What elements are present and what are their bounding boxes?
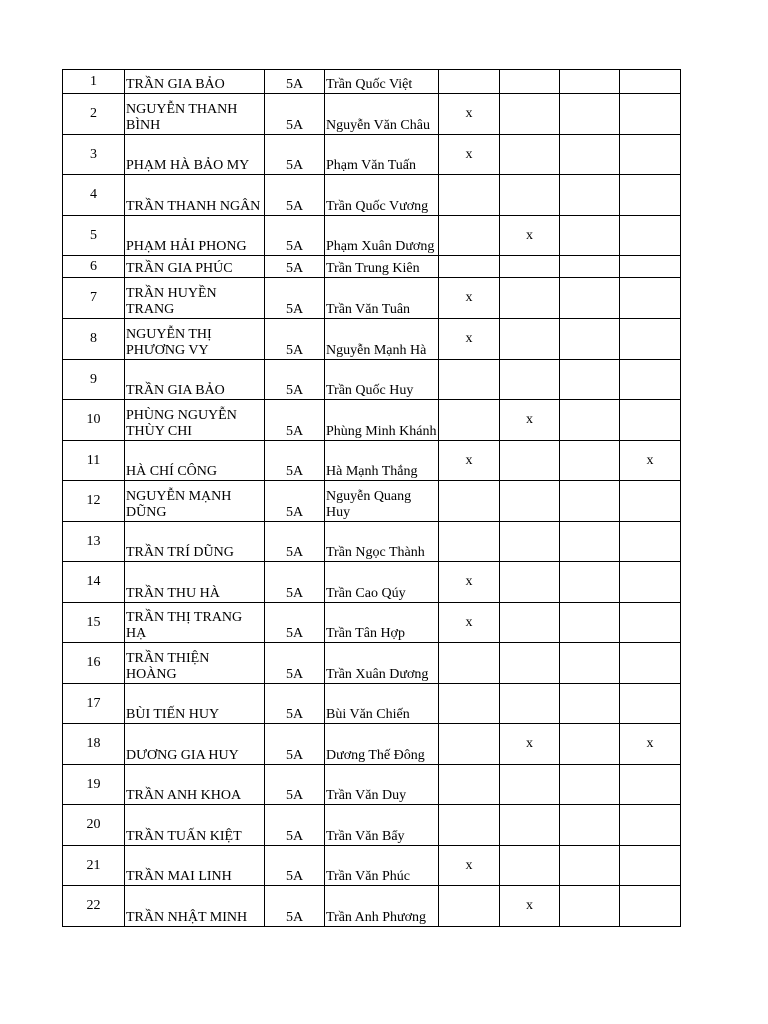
mark-col-4 bbox=[620, 562, 681, 603]
mark-col-1 bbox=[439, 684, 500, 724]
parent-name: Trần Văn Bẩy bbox=[325, 805, 439, 846]
parent-name: Phạm Xuân Dương bbox=[325, 216, 439, 256]
mark-col-4 bbox=[620, 846, 681, 886]
table-row bbox=[63, 256, 681, 278]
mark-col-4 bbox=[620, 360, 681, 400]
student-name: NGUYỄN THỊ PHƯƠNG VY bbox=[125, 319, 265, 360]
mark-col-1: x bbox=[439, 846, 500, 886]
mark-col-4 bbox=[620, 175, 681, 216]
mark-col-2 bbox=[500, 846, 560, 886]
class-cell: 5A bbox=[265, 603, 325, 643]
mark-col-1 bbox=[439, 360, 500, 400]
mark-col-4 bbox=[620, 886, 681, 927]
student-name: TRẦN MAI LINH bbox=[125, 846, 265, 886]
table-row bbox=[63, 684, 681, 724]
table-row bbox=[63, 70, 681, 94]
mark-col-3 bbox=[560, 70, 620, 94]
mark-col-3 bbox=[560, 724, 620, 765]
mark-col-3 bbox=[560, 481, 620, 522]
row-number: 15 bbox=[63, 603, 125, 643]
parent-name: Trần Văn Tuân bbox=[325, 278, 439, 319]
class-cell: 5A bbox=[265, 360, 325, 400]
mark-col-1 bbox=[439, 70, 500, 94]
class-cell: 5A bbox=[265, 805, 325, 846]
parent-name: Dương Thế Đông bbox=[325, 724, 439, 765]
class-cell: 5A bbox=[265, 135, 325, 175]
mark-col-2 bbox=[500, 441, 560, 481]
student-name: TRẦN THỊ TRANG HẠ bbox=[125, 603, 265, 643]
student-name: PHÙNG NGUYỄN THÙY CHI bbox=[125, 400, 265, 441]
mark-col-2 bbox=[500, 684, 560, 724]
student-table bbox=[62, 69, 681, 927]
mark-col-4 bbox=[620, 278, 681, 319]
student-name: BÙI TIẾN HUY bbox=[125, 684, 265, 724]
mark-col-2 bbox=[500, 562, 560, 603]
mark-col-2 bbox=[500, 603, 560, 643]
mark-col-4 bbox=[620, 603, 681, 643]
mark-col-3 bbox=[560, 643, 620, 684]
mark-col-2 bbox=[500, 522, 560, 562]
table-row bbox=[63, 441, 681, 481]
mark-col-2: x bbox=[500, 216, 560, 256]
mark-col-1 bbox=[439, 805, 500, 846]
parent-name: Nguyễn Văn Châu bbox=[325, 94, 439, 135]
mark-col-4 bbox=[620, 94, 681, 135]
row-number: 10 bbox=[63, 400, 125, 441]
mark-col-2 bbox=[500, 70, 560, 94]
mark-col-3 bbox=[560, 256, 620, 278]
table-row bbox=[63, 643, 681, 684]
mark-col-3 bbox=[560, 846, 620, 886]
mark-col-3 bbox=[560, 765, 620, 805]
row-number: 5 bbox=[63, 216, 125, 256]
table-row bbox=[63, 135, 681, 175]
mark-col-3 bbox=[560, 319, 620, 360]
parent-name: Hà Mạnh Thắng bbox=[325, 441, 439, 481]
row-number: 2 bbox=[63, 94, 125, 135]
mark-col-4 bbox=[620, 765, 681, 805]
class-cell: 5A bbox=[265, 216, 325, 256]
parent-name: Trần Ngọc Thành bbox=[325, 522, 439, 562]
mark-col-2 bbox=[500, 278, 560, 319]
mark-col-1 bbox=[439, 400, 500, 441]
class-cell: 5A bbox=[265, 562, 325, 603]
student-name: NGUYỄN THANH BÌNH bbox=[125, 94, 265, 135]
class-cell: 5A bbox=[265, 441, 325, 481]
class-cell: 5A bbox=[265, 70, 325, 94]
mark-col-2: x bbox=[500, 724, 560, 765]
mark-col-4 bbox=[620, 481, 681, 522]
student-name: HÀ CHÍ CÔNG bbox=[125, 441, 265, 481]
parent-name: Trần Quốc Huy bbox=[325, 360, 439, 400]
class-cell: 5A bbox=[265, 256, 325, 278]
row-number: 14 bbox=[63, 562, 125, 603]
class-cell: 5A bbox=[265, 765, 325, 805]
parent-name: Phùng Minh Khánh bbox=[325, 400, 439, 441]
table-row bbox=[63, 805, 681, 846]
row-number: 22 bbox=[63, 886, 125, 927]
mark-col-3 bbox=[560, 886, 620, 927]
mark-col-1 bbox=[439, 216, 500, 256]
mark-col-2 bbox=[500, 256, 560, 278]
class-cell: 5A bbox=[265, 886, 325, 927]
parent-name: Trần Cao Qúy bbox=[325, 562, 439, 603]
mark-col-3 bbox=[560, 603, 620, 643]
mark-col-4 bbox=[620, 319, 681, 360]
mark-col-2 bbox=[500, 319, 560, 360]
table-row bbox=[63, 319, 681, 360]
mark-col-4 bbox=[620, 522, 681, 562]
row-number: 8 bbox=[63, 319, 125, 360]
mark-col-4 bbox=[620, 805, 681, 846]
class-cell: 5A bbox=[265, 94, 325, 135]
mark-col-4 bbox=[620, 643, 681, 684]
student-name: DƯƠNG GIA HUY bbox=[125, 724, 265, 765]
row-number: 21 bbox=[63, 846, 125, 886]
mark-col-4 bbox=[620, 684, 681, 724]
mark-col-4 bbox=[620, 256, 681, 278]
student-name: PHẠM HẢI PHONG bbox=[125, 216, 265, 256]
mark-col-3 bbox=[560, 522, 620, 562]
mark-col-3 bbox=[560, 94, 620, 135]
mark-col-2 bbox=[500, 360, 560, 400]
student-name: TRẦN NHẬT MINH bbox=[125, 886, 265, 927]
parent-name: Trần Quốc Vương bbox=[325, 175, 439, 216]
student-name: TRẦN HUYỀN TRANG bbox=[125, 278, 265, 319]
mark-col-3 bbox=[560, 135, 620, 175]
row-number: 4 bbox=[63, 175, 125, 216]
mark-col-4: x bbox=[620, 441, 681, 481]
mark-col-4 bbox=[620, 135, 681, 175]
mark-col-2 bbox=[500, 805, 560, 846]
row-number: 3 bbox=[63, 135, 125, 175]
student-name: TRẦN THU HÀ bbox=[125, 562, 265, 603]
class-cell: 5A bbox=[265, 684, 325, 724]
row-number: 17 bbox=[63, 684, 125, 724]
parent-name: Trần Quốc Việt bbox=[325, 70, 439, 94]
row-number: 6 bbox=[63, 256, 125, 278]
mark-col-4 bbox=[620, 70, 681, 94]
mark-col-1 bbox=[439, 522, 500, 562]
parent-name: Trần Trung Kiên bbox=[325, 256, 439, 278]
mark-col-1: x bbox=[439, 603, 500, 643]
mark-col-2 bbox=[500, 135, 560, 175]
student-name: TRẦN TUẤN KIỆT bbox=[125, 805, 265, 846]
row-number: 19 bbox=[63, 765, 125, 805]
parent-name: Trần Anh Phương bbox=[325, 886, 439, 927]
table-row bbox=[63, 562, 681, 603]
mark-col-2: x bbox=[500, 400, 560, 441]
student-name: TRẦN TRÍ DŨNG bbox=[125, 522, 265, 562]
mark-col-1 bbox=[439, 886, 500, 927]
mark-col-3 bbox=[560, 216, 620, 256]
mark-col-2 bbox=[500, 481, 560, 522]
mark-col-3 bbox=[560, 805, 620, 846]
mark-col-3 bbox=[560, 278, 620, 319]
mark-col-1 bbox=[439, 481, 500, 522]
class-cell: 5A bbox=[265, 400, 325, 441]
mark-col-1 bbox=[439, 765, 500, 805]
mark-col-3 bbox=[560, 175, 620, 216]
mark-col-1 bbox=[439, 175, 500, 216]
parent-name: Nguyễn Mạnh Hà bbox=[325, 319, 439, 360]
class-cell: 5A bbox=[265, 319, 325, 360]
class-cell: 5A bbox=[265, 522, 325, 562]
table-row bbox=[63, 603, 681, 643]
student-name: TRẦN ANH KHOA bbox=[125, 765, 265, 805]
mark-col-1 bbox=[439, 724, 500, 765]
table-row bbox=[63, 846, 681, 886]
mark-col-1 bbox=[439, 256, 500, 278]
student-name: TRẦN GIA BẢO bbox=[125, 360, 265, 400]
student-name: NGUYỄN MẠNH DŨNG bbox=[125, 481, 265, 522]
mark-col-3 bbox=[560, 360, 620, 400]
student-name: PHẠM HÀ BẢO MY bbox=[125, 135, 265, 175]
mark-col-3 bbox=[560, 562, 620, 603]
parent-name: Phạm Văn Tuấn bbox=[325, 135, 439, 175]
student-name: TRẦN GIA PHÚC bbox=[125, 256, 265, 278]
row-number: 13 bbox=[63, 522, 125, 562]
row-number: 12 bbox=[63, 481, 125, 522]
class-cell: 5A bbox=[265, 846, 325, 886]
table-row bbox=[63, 400, 681, 441]
mark-col-1: x bbox=[439, 135, 500, 175]
row-number: 1 bbox=[63, 70, 125, 94]
student-table-body bbox=[63, 70, 681, 927]
mark-col-1: x bbox=[439, 278, 500, 319]
mark-col-4 bbox=[620, 216, 681, 256]
mark-col-1: x bbox=[439, 562, 500, 603]
table-row bbox=[63, 216, 681, 256]
mark-col-4: x bbox=[620, 724, 681, 765]
row-number: 20 bbox=[63, 805, 125, 846]
table-row bbox=[63, 886, 681, 927]
student-name: TRẦN GIA BẢO bbox=[125, 70, 265, 94]
class-cell: 5A bbox=[265, 724, 325, 765]
table-row bbox=[63, 175, 681, 216]
mark-col-2 bbox=[500, 643, 560, 684]
table-row bbox=[63, 724, 681, 765]
mark-col-4 bbox=[620, 400, 681, 441]
class-cell: 5A bbox=[265, 481, 325, 522]
parent-name: Bùi Văn Chiến bbox=[325, 684, 439, 724]
row-number: 18 bbox=[63, 724, 125, 765]
mark-col-1: x bbox=[439, 94, 500, 135]
mark-col-1: x bbox=[439, 319, 500, 360]
mark-col-3 bbox=[560, 441, 620, 481]
class-cell: 5A bbox=[265, 643, 325, 684]
mark-col-1 bbox=[439, 643, 500, 684]
parent-name: Trần Xuân Dương bbox=[325, 643, 439, 684]
parent-name: Nguyễn Quang Huy bbox=[325, 481, 439, 522]
table-row bbox=[63, 360, 681, 400]
mark-col-2 bbox=[500, 765, 560, 805]
table-row bbox=[63, 765, 681, 805]
table-row bbox=[63, 94, 681, 135]
mark-col-2: x bbox=[500, 886, 560, 927]
class-cell: 5A bbox=[265, 278, 325, 319]
row-number: 9 bbox=[63, 360, 125, 400]
parent-name: Trần Văn Duy bbox=[325, 765, 439, 805]
parent-name: Trần Tân Hợp bbox=[325, 603, 439, 643]
table-row bbox=[63, 522, 681, 562]
mark-col-3 bbox=[560, 400, 620, 441]
row-number: 16 bbox=[63, 643, 125, 684]
mark-col-3 bbox=[560, 684, 620, 724]
table-row bbox=[63, 278, 681, 319]
class-cell: 5A bbox=[265, 175, 325, 216]
mark-col-2 bbox=[500, 175, 560, 216]
student-name: TRẦN THIỆN HOÀNG bbox=[125, 643, 265, 684]
table-row bbox=[63, 481, 681, 522]
parent-name: Trần Văn Phúc bbox=[325, 846, 439, 886]
student-name: TRẦN THANH NGÂN bbox=[125, 175, 265, 216]
mark-col-1: x bbox=[439, 441, 500, 481]
row-number: 11 bbox=[63, 441, 125, 481]
row-number: 7 bbox=[63, 278, 125, 319]
mark-col-2 bbox=[500, 94, 560, 135]
